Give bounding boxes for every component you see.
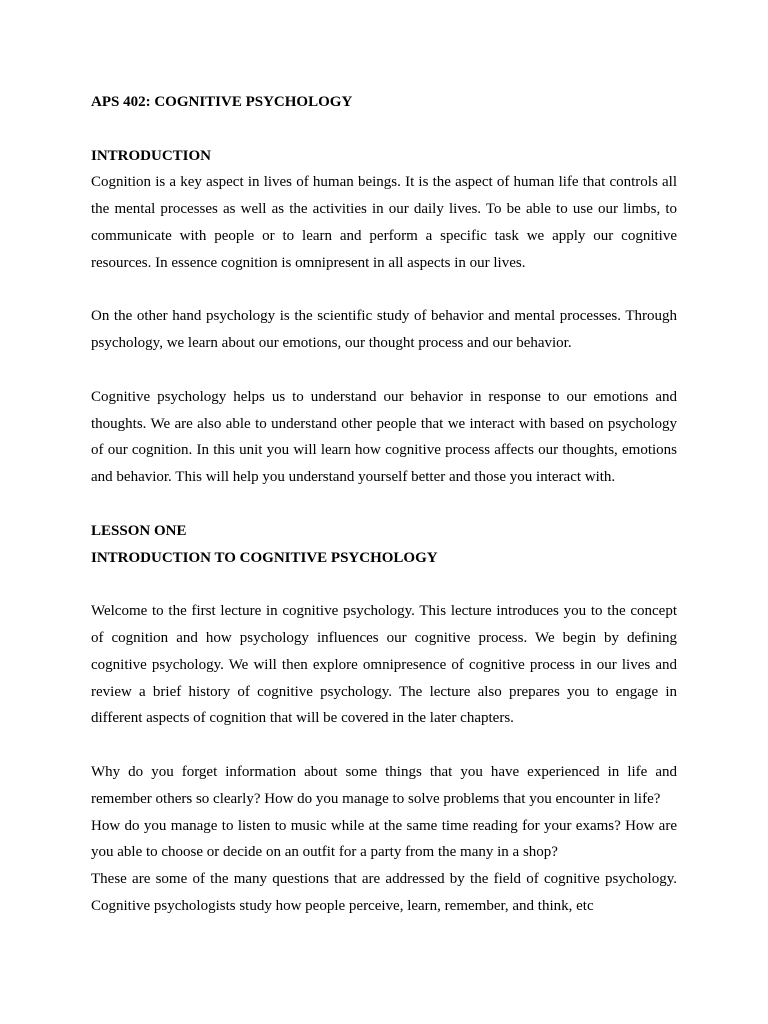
spacer	[91, 277, 677, 304]
lesson-paragraph-2: Why do you forget information about some things that you have experienced in life and remember others so clearly? How do you manage to solve problems that you encounter in life?	[91, 763, 677, 807]
lesson-label: LESSON ONE	[91, 522, 187, 539]
lesson-paragraph-1: Welcome to the first lecture in cognitive psychology. This lecture introduces you to the concept of cognition and how psychology influences our cognitive process. We begin by defining cognitive psychology. We will then explore omnipresence of cognitive process in our lives and review a brief history of cognitive psychology. The lecture also prepares you to engage in different aspects of cognition that will be covered in the later chapters.	[91, 603, 677, 727]
course-title: APS 402: COGNITIVE PSYCHOLOGY	[91, 94, 353, 110]
intro-heading: INTRODUCTION	[91, 147, 212, 164]
lesson-paragraph-3: How do you manage to listen to music while at the same time reading for your exams? How are you able to choose or decide on an outfit for a party from the many in a shop?	[91, 817, 677, 861]
lesson-paragraph-4: These are some of the many questions that are addressed by the field of cognitive psychology. Cognitive psychologists study how people perceive, learn, remember, and think, etc	[91, 871, 677, 914]
intro-paragraph-1: Cognition is a key aspect in lives of human beings. It is the aspect of human life that controls all the mental processes as well as the activities in our daily lives. To be able to use our limbs, to communicate with people or to learn and perform a specific task we apply our cognitive resources. In essence cognition is omnipresent in all aspects in our lives.	[91, 174, 677, 271]
spacer	[91, 571, 677, 598]
intro-paragraph-2: On the other hand psychology is the scientific study of behavior and mental processes. Through psychology, we learn about our emotions, our thought process and our behavior.	[91, 308, 677, 352]
intro-paragraph-3: Cognitive psychology helps us to understand our behavior in response to our emotions and thoughts. We are also able to understand other people that we interact with based on psychology of our cognition. In this unit you will learn how cognitive process affects our thoughts, emotions and behavior. This will help you understand yourself better and those you interact with.	[91, 388, 677, 486]
document-body	[91, 89, 677, 920]
spacer	[91, 116, 677, 143]
spacer	[91, 491, 677, 518]
lesson-title: INTRODUCTION TO COGNITIVE PSYCHOLOGY	[91, 549, 438, 566]
spacer	[91, 732, 677, 759]
spacer	[91, 357, 677, 384]
